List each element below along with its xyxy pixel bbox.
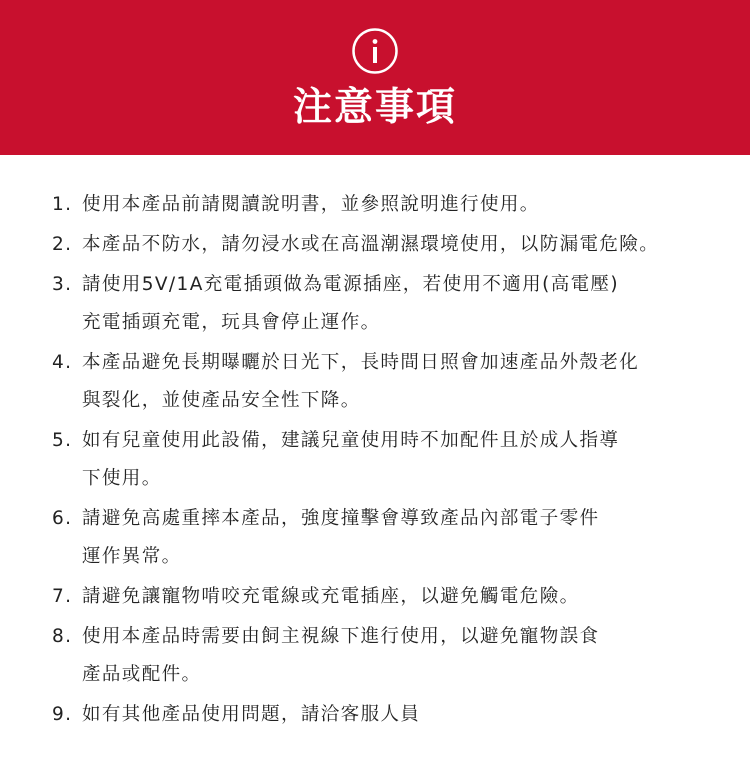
note-text <box>82 696 722 734</box>
note-line: 本產品不防水，請勿浸水或在高溫潮濕環境使用，以防漏電危險。 <box>82 234 660 255</box>
note-line: 與裂化，並使產品安全性下降。 <box>82 390 361 411</box>
note-item <box>52 422 722 498</box>
note-line: 使用本產品前請閱讀說明書，並參照說明進行使用。 <box>82 194 540 215</box>
note-item <box>52 500 722 576</box>
note-number: 6. <box>52 508 73 529</box>
note-line: 使用本產品時需要由飼主視線下進行使用，以避免寵物誤食 <box>82 626 600 647</box>
note-line: 下使用。 <box>82 468 162 489</box>
notes-list <box>52 186 722 736</box>
header-banner <box>0 0 750 155</box>
note-number: 8. <box>52 626 73 647</box>
note-line: 產品或配件。 <box>82 664 202 685</box>
note-number: 2. <box>52 234 73 255</box>
note-line: 運作異常。 <box>82 546 182 567</box>
note-text <box>82 618 722 694</box>
note-number: 4. <box>52 352 73 373</box>
note-item <box>52 266 722 342</box>
note-item <box>52 696 722 734</box>
note-text <box>82 266 722 342</box>
note-text <box>82 578 722 616</box>
note-line: 請使用5V/1A充電插頭做為電源插座，若使用不適用(高電壓) <box>82 274 620 295</box>
note-number: 7. <box>52 586 73 607</box>
note-line: 本產品避免長期曝曬於日光下，長時間日照會加速產品外殼老化 <box>82 352 640 373</box>
note-number: 9. <box>52 704 73 725</box>
note-text <box>82 344 722 420</box>
note-number: 3. <box>52 274 73 295</box>
note-number: 5. <box>52 430 73 451</box>
note-line: 如有其他產品使用問題，請洽客服人員 <box>82 704 421 725</box>
note-text <box>82 226 722 264</box>
note-item <box>52 618 722 694</box>
note-item <box>52 226 722 264</box>
note-line: 如有兒童使用此設備，建議兒童使用時不加配件且於成人指導 <box>82 430 620 451</box>
note-number: 1. <box>52 194 73 215</box>
note-text <box>82 500 722 576</box>
info-circle-icon <box>351 27 399 75</box>
note-line: 請避免讓寵物啃咬充電線或充電插座，以避免觸電危險。 <box>82 586 580 607</box>
note-line: 充電插頭充電，玩具會停止運作。 <box>82 312 381 333</box>
note-text <box>82 422 722 498</box>
note-item <box>52 578 722 616</box>
page-title: 注意事項 <box>292 85 457 130</box>
note-item <box>52 186 722 224</box>
note-item <box>52 344 722 420</box>
note-line: 請避免高處重摔本產品，強度撞擊會導致產品內部電子零件 <box>82 508 600 529</box>
note-text <box>82 186 722 224</box>
